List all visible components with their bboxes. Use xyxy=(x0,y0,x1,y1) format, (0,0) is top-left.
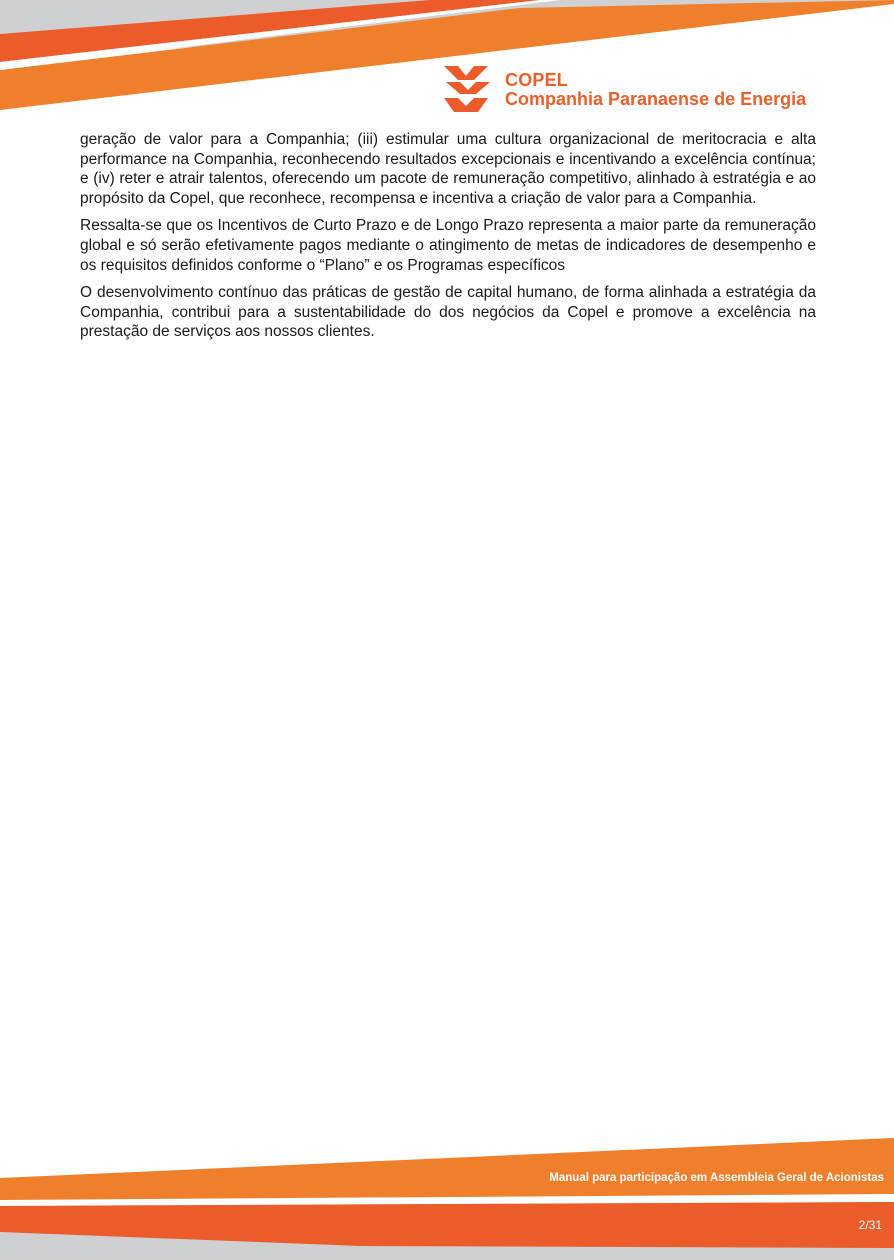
footer-title: Manual para participação em Assembleia Geral de Acionistas xyxy=(549,1172,884,1184)
logo-company-name: Companhia Paranaense de Energia xyxy=(505,89,807,109)
paragraph: O desenvolvimento contínuo das práticas de gestão de capital humano, de forma alinhada a estratégia da Companhia, contribui para a sustentabilidade do dos negócios da Copel e promove a excelência na prestação de serviços aos nossos clientes. xyxy=(80,284,816,341)
document-body xyxy=(80,130,816,350)
paragraph: Ressalta-se que os Incentivos de Curto Prazo e de Longo Prazo representa a maior parte da remuneração global e só serão efetivamente pagos mediante o atingimento de metas de indicadores de desempenho e os requisitos definidos conforme o “Plano” e os Programas específicos xyxy=(80,217,816,274)
paragraph: geração de valor para a Companhia; (iii) estimular uma cultura organizacional de meritocracia e alta performance na Companhia, reconhecendo resultados excepcionais e incentivando a excelência contínua; e (iv) reter e atrair talentos, oferecendo um pacote de remuneração competitivo, alinhado à estratégia e ao propósito da Copel, que reconhece, recompensa e incentiva a criação de valor para a Companhia. xyxy=(80,131,816,207)
footer-orange-band xyxy=(0,1138,894,1200)
footer-decoration xyxy=(0,1130,894,1260)
copel-logo-icon xyxy=(442,64,494,114)
page-number: 2/31 xyxy=(858,1218,882,1232)
logo-brand-name: COPEL xyxy=(505,70,569,90)
logo-text xyxy=(505,71,806,109)
copel-logo xyxy=(442,64,822,114)
